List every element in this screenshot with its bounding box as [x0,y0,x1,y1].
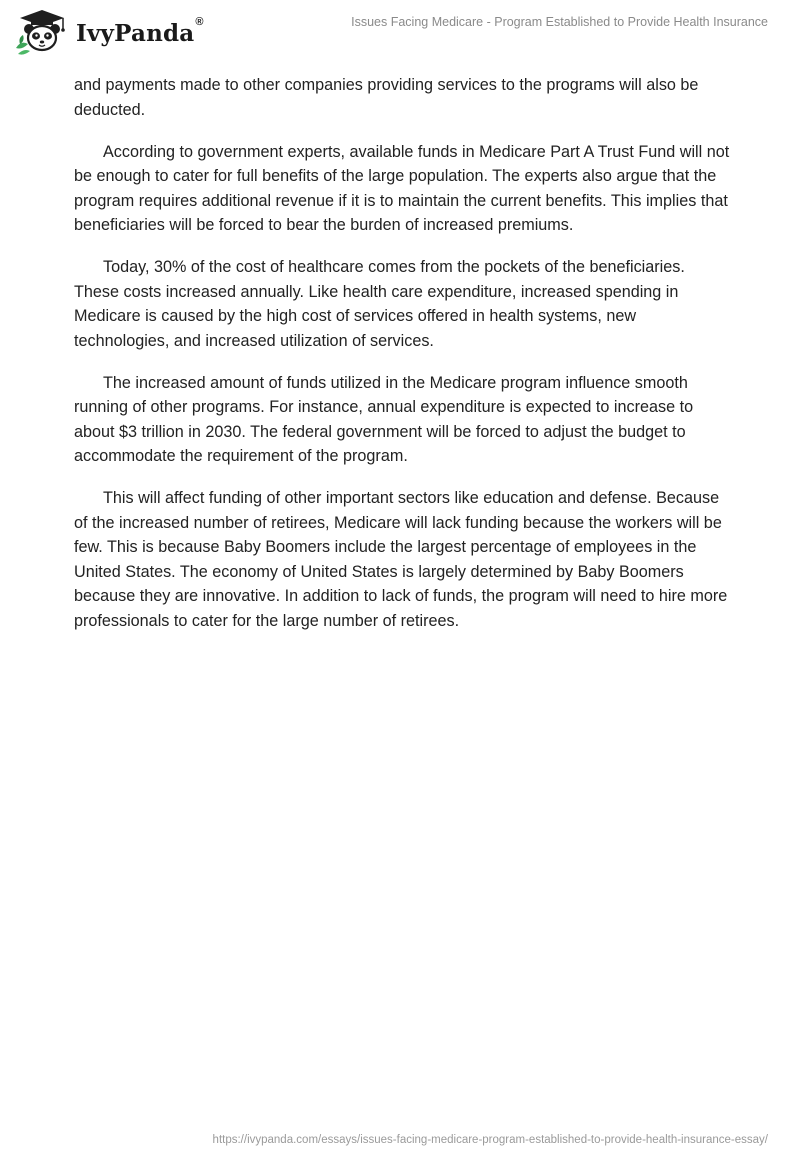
essay-body [74,73,734,651]
document-title: Issues Facing Medicare - Program Established to Provide Health Insurance [351,15,768,29]
paragraph: Today, 30% of the cost of healthcare comes from the pockets of the beneficiaries. These costs increased annually. Like health care expenditure, increased spending in Medicare is caused by the high cost of services offered in health systems, new technologies, and increased utilization of services. [74,258,685,350]
logo-wordmark: IvyPanda® [76,15,204,47]
page-header [0,0,800,64]
ivypanda-logo[interactable] [14,8,204,56]
paragraph: The increased amount of funds utilized in the Medicare program influence smooth running of other programs. For instance, annual expenditure is expected to increase to about $3 trillion in 2030. The federal government will be forced to adjust the budget to accommodate the requirement of the program. [74,373,694,465]
source-url[interactable]: https://ivypanda.com/essays/issues-facing-medicare-program-established-to-provide-health-insurance-essay/ [212,1134,768,1146]
paragraph: According to government experts, available funds in Medicare Part A Trust Fund will not be enough to cater for full benefits of the large population. The experts also argue that the program requires additional revenue if it is to maintain the current benefits. This implies that beneficiaries will be forced to bear the burden of increased premiums. [74,142,730,234]
paragraph-continued: and payments made to other companies providing services to the programs will also be deducted. [74,76,699,119]
paragraph: This will affect funding of other important sectors like education and defense. Because of the increased number of retirees, Medicare will lack funding because the workers will be few. This is because Baby Boomers include the largest percentage of employees in the United States. The economy of United States is largely determined by Baby Boomers because they are innovative. In addition to lack of funds, the program will need to hire more professionals to cater for the large number of retirees. [74,489,728,630]
registered-mark: ® [195,15,204,28]
panda-logo-icon [14,8,70,56]
